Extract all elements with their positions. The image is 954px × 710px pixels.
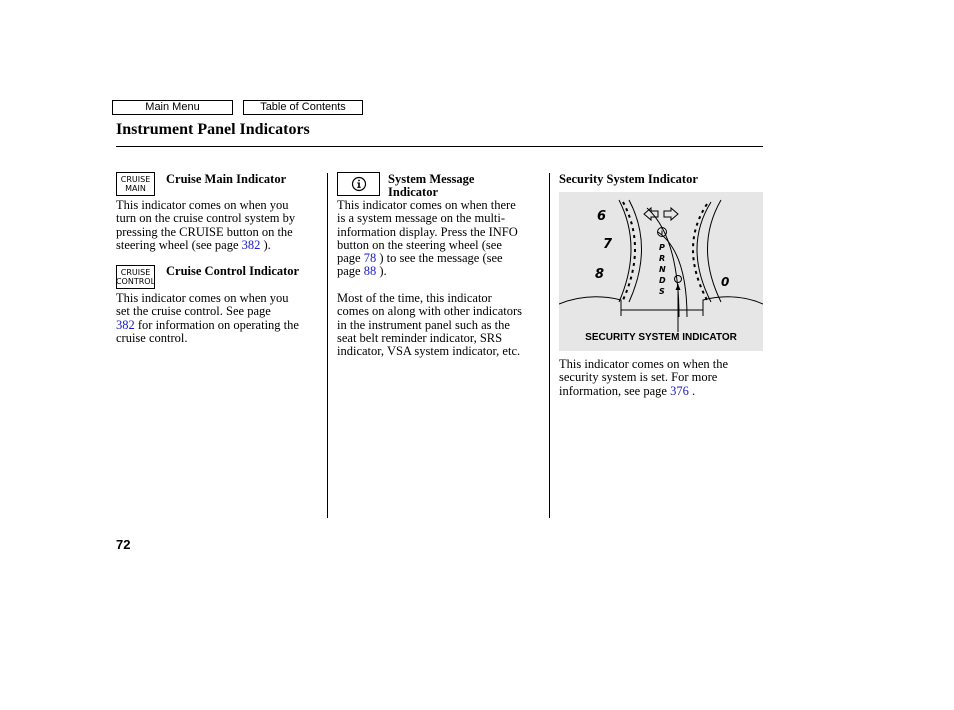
text-fragment: for information on operating the — [134, 317, 299, 332]
text-fragment: steering wheel (see page — [116, 237, 242, 252]
cruise-main-icon-label-2: MAIN — [125, 184, 146, 193]
system-message-text-1 — [337, 199, 547, 279]
page-382-link[interactable]: 382 — [116, 317, 135, 332]
cruise-main-text — [116, 199, 326, 252]
text-line: button on the steering wheel (see — [337, 237, 502, 252]
cruise-control-text — [116, 292, 326, 345]
text-line: seat belt reminder indicator, SRS — [337, 330, 503, 345]
heading-line: System Message — [388, 172, 475, 186]
text-fragment: . — [688, 383, 696, 398]
text-line: turn on the cruise control system by — [116, 211, 296, 226]
info-circle-icon — [351, 176, 367, 192]
security-system-text — [559, 358, 763, 398]
text-line — [337, 252, 547, 265]
security-indicator-figure — [559, 192, 763, 351]
text-line: is a system message on the multi- — [337, 211, 506, 226]
text-line — [116, 239, 326, 252]
gear-n: N — [659, 265, 666, 274]
main-menu-button[interactable]: Main Menu — [112, 100, 233, 115]
table-of-contents-button[interactable]: Table of Contents — [243, 100, 363, 115]
text-line: information display. Press the INFO — [337, 224, 518, 239]
page-88-link[interactable]: 88 — [363, 264, 377, 279]
gauge-number-0: 0 — [721, 275, 730, 289]
heading-line: Indicator — [388, 185, 438, 199]
text-line — [116, 319, 326, 332]
gauge-number-7: 7 — [603, 237, 613, 252]
gear-r: R — [659, 254, 666, 263]
text-line: security system is set. For more — [559, 370, 718, 385]
title-divider — [116, 146, 763, 147]
text-fragment: page — [337, 264, 364, 279]
text-fragment: page — [337, 251, 364, 266]
cruise-main-heading: Cruise Main Indicator — [166, 172, 287, 186]
text-line — [559, 385, 763, 398]
page-382-link[interactable]: 382 — [241, 237, 261, 252]
security-indicator-icon — [675, 276, 682, 283]
text-line: indicator, VSA system indicator, etc. — [337, 344, 521, 359]
text-line: comes on along with other indicators — [337, 304, 523, 319]
cruise-main-icon — [116, 172, 155, 196]
column-divider-2 — [549, 173, 550, 518]
gear-d: D — [659, 276, 666, 285]
text-line — [337, 265, 547, 278]
text-fragment: ). — [260, 237, 271, 252]
system-message-text-2 — [337, 292, 547, 358]
text-line: set the cruise control. See page — [116, 304, 271, 319]
info-icon — [337, 172, 380, 196]
instrument-cluster-illustration — [559, 192, 763, 351]
page-78-link[interactable]: 78 — [363, 251, 377, 266]
text-line: This indicator comes on when you — [116, 291, 289, 305]
cruise-main-icon-label-1: CRUISE — [120, 175, 151, 184]
text-line: This indicator comes on when the — [559, 357, 729, 371]
text-fragment: ). — [376, 264, 387, 279]
text-line: This indicator comes on when you — [116, 198, 289, 212]
system-message-heading — [388, 173, 474, 199]
gauge-number-6: 6 — [597, 209, 607, 224]
gear-p: P — [659, 243, 665, 252]
gear-s: S — [659, 287, 665, 296]
column-divider-1 — [327, 173, 328, 518]
security-system-heading: Security System Indicator — [559, 172, 698, 186]
page-376-link[interactable]: 376 — [670, 383, 689, 398]
cruise-control-icon — [116, 265, 155, 289]
cruise-control-icon-label-2: CONTROL — [115, 277, 156, 286]
text-line: cruise control. — [116, 330, 188, 345]
text-fragment: information, see page — [559, 383, 671, 398]
page-number: 72 — [116, 537, 131, 552]
text-line: in the instrument panel such as the — [337, 317, 510, 332]
text-line: This indicator comes on when there — [337, 198, 516, 212]
page-title: Instrument Panel Indicators — [116, 121, 310, 138]
gauge-number-8: 8 — [595, 267, 605, 282]
figure-caption: SECURITY SYSTEM INDICATOR — [585, 332, 737, 343]
text-line: Most of the time, this indicator — [337, 291, 492, 305]
cruise-control-heading: Cruise Control Indicator — [166, 264, 300, 278]
text-line: pressing the CRUISE button on the — [116, 224, 293, 239]
cruise-control-icon-label-1: CRUISE — [120, 268, 151, 277]
text-fragment: ) to see the message (see — [376, 251, 503, 266]
